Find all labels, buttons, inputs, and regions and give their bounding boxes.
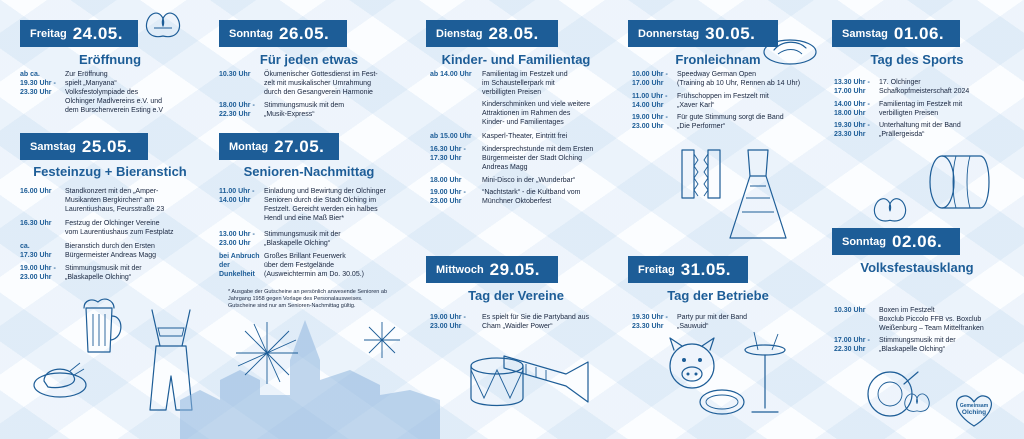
- row: [834, 121, 1014, 139]
- row-time: 18.00 Uhr - 22.30 Uhr: [219, 102, 255, 118]
- row-time: 10.00 Uhr - 17.00 Uhr: [632, 71, 668, 87]
- row-text: Bieranstich durch den Ersten Bürgermeister Andreas Magg: [65, 243, 157, 259]
- row-text: Frühschoppen im Festzelt mit „Xaver Karl“: [677, 93, 769, 109]
- row: [632, 70, 812, 88]
- row: [430, 188, 610, 206]
- row-time: ab 15.00 Uhr: [430, 133, 472, 140]
- row-time: 19.00 Uhr - 23.00 Uhr: [430, 314, 466, 330]
- title-sat01: Tag des Sports: [870, 52, 964, 67]
- logo-line2: Olching: [961, 409, 987, 416]
- header-sat01: [832, 20, 960, 47]
- weekday: Freitag: [30, 27, 67, 40]
- row-text: Festzug der Olchinger Vereine vom Laurentiushaus zum Festplatz: [65, 220, 174, 236]
- title-mon27: Senioren-Nachmittag: [243, 164, 375, 179]
- fireworks-icon: [362, 320, 402, 360]
- header-sun26: [219, 20, 347, 47]
- row: [430, 132, 610, 141]
- title-fri31: Tag der Betriebe: [667, 288, 769, 303]
- row-time: 14.00 Uhr - 18.00 Uhr: [834, 101, 870, 117]
- row: [834, 78, 1014, 96]
- header-fri31: [628, 256, 748, 283]
- fireworks-icon: [232, 318, 302, 388]
- date: 28.05.: [488, 23, 539, 43]
- row-time: ab 14.00 Uhr: [430, 71, 472, 78]
- title-wed29: Tag der Vereine: [468, 288, 564, 303]
- row-time: 13.00 Uhr - 23.00 Uhr: [219, 231, 255, 247]
- row: [430, 100, 610, 127]
- row-time: 19.00 Uhr - 23.00 Uhr: [430, 189, 466, 205]
- row-time: ab ca. 19.30 Uhr - 23.30 Uhr: [20, 71, 56, 96]
- row-time: 11.00 Uhr - 14.00 Uhr: [219, 188, 255, 204]
- title-sun02: Volksfestausklang: [860, 260, 974, 275]
- row-text: Familientag im Festzelt mit verbilligten Preisen: [879, 101, 963, 117]
- beer-mug-icon: [80, 296, 125, 356]
- date: 29.05.: [489, 259, 540, 279]
- row-text: Kasperl-Theater, Eintritt frei: [482, 133, 568, 140]
- row-time: 19.00 Uhr - 23.00 Uhr: [632, 114, 668, 130]
- row: [834, 100, 1014, 118]
- row-time: 13.30 Uhr - 17.00 Uhr: [834, 79, 870, 95]
- row-time: bei Anbruch der Dunkelheit: [219, 253, 260, 278]
- header-fri24: [20, 20, 138, 47]
- date: 30.05.: [705, 23, 756, 43]
- row-text: Boxen im Festzelt Boxclub Piccolo FFB vs. Boxclub Weißenburg – Team Mittelfranken: [879, 307, 984, 332]
- row: [834, 306, 1019, 333]
- weekday: Dienstag: [436, 27, 483, 40]
- weekday: Sonntag: [842, 235, 886, 248]
- row-text: Familientag im Festzelt und im Schaustellerpark mit verbilligten Preisen: [482, 71, 568, 96]
- pretzel-icon: [868, 192, 912, 226]
- date: 01.06.: [893, 23, 945, 43]
- row-time: [430, 100, 482, 127]
- weekday: Freitag: [638, 263, 675, 276]
- row: [20, 70, 200, 115]
- logo-line1: Gemeinsam: [959, 403, 989, 409]
- header-sun02: [832, 228, 960, 255]
- row: [219, 101, 409, 119]
- weekday: Donnerstag: [638, 27, 700, 40]
- date: 27.05.: [274, 136, 325, 156]
- dirndl-icon: [726, 146, 790, 246]
- accordion-icon: [678, 146, 724, 202]
- trumpet-icon: [496, 346, 596, 406]
- row-time: 16.00 Uhr: [20, 188, 52, 195]
- row-text: Stimmungsmusik mit dem „Musik-Express“: [264, 102, 345, 118]
- title-tue28: Kinder- und Familientag: [441, 52, 591, 67]
- header-sat25: [20, 133, 148, 160]
- olching-logo: [950, 390, 998, 430]
- roast-chicken-icon: [30, 355, 90, 400]
- row: [219, 187, 409, 223]
- row-text: Party pur mit der Band „Sauwuid“: [677, 314, 748, 330]
- row: [219, 230, 409, 248]
- row-text: Kindersprechstunde mit dem Ersten Bürgermeister der Stadt Olching Andreas Magg: [482, 146, 594, 171]
- row-time: 19.30 Uhr - 23.30 Uhr: [834, 122, 870, 138]
- row: [632, 113, 812, 131]
- date: 26.05.: [279, 23, 330, 43]
- row-time: 11.00 Uhr - 14.00 Uhr: [632, 93, 668, 109]
- row: [430, 145, 610, 172]
- title-sat25: Festeinzug + Bieranstich: [33, 164, 187, 179]
- row-time: 10.30 Uhr: [834, 307, 866, 314]
- row-text: Standkonzert mit den „Amper- Musikanten Bergkirchen“ am Laurentiushaus, Feursstraße 23: [65, 188, 165, 213]
- row-text: Es spielt für Sie die Partyband aus Cham „Waidler Power“: [482, 314, 590, 330]
- row-text: Zur Eröffnung spielt „Manyana“ Volksfestolympiade des Olchinger Madlvereins e.V. und dem Burschenverein Esting e.V: [65, 71, 164, 114]
- row-text: Einladung und Bewirtung der Olchinger Senioren durch die Stadt Olching im Festzelt. Gereicht werden ein halbes Hendl und eine Maß Bier*: [264, 188, 386, 222]
- row-text: Für gute Stimmung sorgt die Band „Die Performer“: [677, 114, 784, 130]
- row-time: 16.30 Uhr: [20, 220, 52, 227]
- weekday: Montag: [229, 140, 269, 153]
- title-fri24: Eröffnung: [78, 52, 142, 67]
- weekday: Mittwoch: [436, 263, 484, 276]
- row-time: 17.00 Uhr - 22.30 Uhr: [834, 337, 870, 353]
- date: 24.05.: [72, 23, 123, 43]
- beer-barrel-icon: [926, 150, 996, 214]
- row-time: 10.30 Uhr: [219, 71, 251, 78]
- date: 31.05.: [680, 259, 731, 279]
- row-text: Unterhaltung mit der Band „Prällergeisda“: [879, 122, 961, 138]
- bratwurst-plate-icon: [760, 30, 820, 70]
- title-thu30: Fronleichnam: [675, 52, 761, 67]
- row-text: “Nachtstark“ - die Kultband vom Münchner Oktoberfest: [482, 189, 581, 205]
- row: [20, 242, 200, 260]
- row-text: Stimmungsmusik mit der „Blaskapelle Olching“: [65, 265, 142, 281]
- row: [430, 70, 610, 97]
- bar-table-icon: [740, 326, 790, 416]
- row: [20, 264, 200, 282]
- weekday: Samstag: [842, 27, 888, 40]
- pretzel-icon: [900, 388, 934, 416]
- weekday: Samstag: [30, 140, 76, 153]
- row-text: Stimmungsmusik mit der „Blaskapelle Olching“: [879, 337, 956, 353]
- header-mon27: [219, 133, 339, 160]
- pretzel-icon: [140, 6, 186, 42]
- row-time: 18.00 Uhr: [430, 177, 462, 184]
- row-text: Stimmungsmusik mit der „Blaskapelle Olching“: [264, 231, 341, 247]
- row: [430, 313, 620, 331]
- row-time: 16.30 Uhr - 17.30 Uhr: [430, 146, 466, 162]
- row: [20, 187, 200, 214]
- row: [219, 70, 409, 97]
- row-text: Ökumenischer Gottesdienst im Fest- zelt mit musikalischer Umrahmung durch den Gesangverein Harmonie: [264, 71, 378, 96]
- row-text: 17. Olchinger Schafkopfmeisterschaft 2024: [879, 79, 970, 95]
- row-time: ca. 17.30 Uhr: [20, 243, 52, 259]
- row: [219, 252, 409, 279]
- weekday: Sonntag: [229, 27, 273, 40]
- row-text: Großes Brillant Feuerwerk über dem Festgelände (Ausweichtermin am Do. 30.05.): [264, 253, 364, 278]
- row-time: 19.00 Uhr - 23.00 Uhr: [20, 265, 56, 281]
- date: 25.05.: [81, 136, 133, 156]
- row: [632, 92, 812, 110]
- date: 02.06.: [892, 231, 943, 251]
- row-text: Kinderschminken und viele weitere Attraktionen im Rahmen des Kinder- und Familientages: [482, 101, 591, 126]
- row: [834, 336, 1019, 354]
- row: [430, 176, 610, 185]
- header-tue28: [426, 20, 558, 47]
- row-time: 19.30 Uhr - 23.30 Uhr: [632, 314, 668, 330]
- row: [20, 219, 200, 237]
- header-thu30: [628, 20, 778, 47]
- title-sun26: Für jeden etwas: [259, 52, 359, 67]
- senior-footnote: * Ausgabe der Gutscheine an persönlich anwesende Senioren ab Jahrgang 1958 gegen Vorlage des Personalausweises. Gutscheine sind nur am Senioren-Nachmittag gültig.: [228, 289, 388, 309]
- row-text: Mini-Disco in der „Wunderbar“: [482, 177, 576, 184]
- header-wed29: [426, 256, 558, 283]
- row-text: Speedway German Open (Training ab 10 Uhr, Rennen ab 14 Uhr): [677, 71, 801, 87]
